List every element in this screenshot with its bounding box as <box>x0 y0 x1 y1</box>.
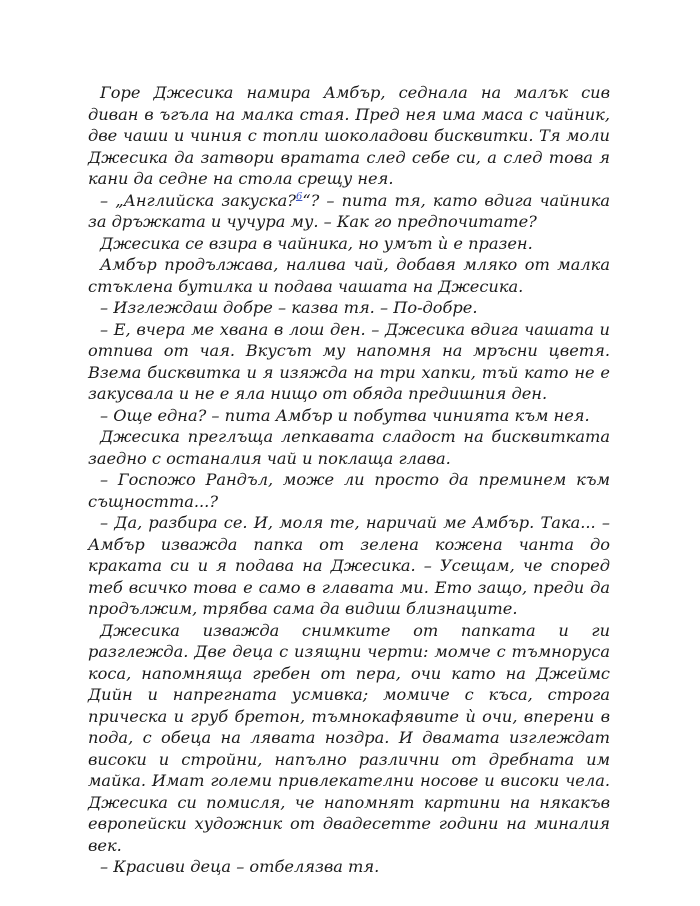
paragraph: – Красиви деца – отбелязва тя. <box>100 857 380 876</box>
paragraph: – Госпожо Рандъл, може ли просто да преминем към същността...? <box>88 470 610 511</box>
paragraph-text: – „Английска закуска? <box>100 190 296 210</box>
paragraph: – Изглеждаш добре – казва тя. – По-добре. <box>100 298 478 317</box>
paragraph: Горе Джесика намира Амбър, седнала на малък сив диван в ъгъла на малка стая. Пред нея има маса с чайник, две чаши и чиния с топли шоколадови бисквитки. Тя моли Джесика да затвори вратата след себе си, а след това я кани да седне на стола срещу нея. <box>88 83 610 188</box>
paragraph <box>88 190 610 233</box>
paragraph: Джесика изважда снимките от папката и ги разглежда. Две деца с изящни черти: момче с тъмноруса коса, напомняща гребен от пера, очи като на Джеймс Дийн и напрегната усмивка; момиче с къса, строга прическа и груб бретон, тъмнокафявите ѝ очи, вперени в пода, с обеца на лявата ноздра. И двамата изглеждат високи и стройни, напълно различни от дребната им майка. Имат големи привлекателни носове и високи чела. Джесика си помисля, че напомнят картини на някакъв европейски художник от двадесетте години на миналия век. <box>88 620 610 855</box>
paragraph: Амбър продължава, налива чай, добавя мляко от малка стъклена бутилка и подава чашата на Джесика. <box>88 255 610 296</box>
paragraph-text: “? – пита тя, като вдига чайника за дръжката и чучура му. – Как го предпочитате? <box>88 190 611 231</box>
paragraph: – Още една? – пита Амбър и побутва чинията към нея. <box>100 405 590 425</box>
paragraph: – Да, разбира се. И, моля те, наричай ме Амбър. Така... – Амбър изважда папка от зелена кожена чанта до краката си и я подава на Джесика. – Усещам, че според теб всичко това е само в главата ми. Ето защо, преди да продължим, трябва сама да видиш близнаците. <box>88 513 610 618</box>
paragraph: Джесика се взира в чайника, но умът ѝ е празен. <box>100 233 533 253</box>
body-text <box>88 82 610 878</box>
paragraph: Джесика преглъща лепкавата сладост на бисквитката заедно с останалия чай и поклаща глава. <box>88 427 610 468</box>
footnote-link[interactable]: 6 <box>295 191 303 203</box>
paragraph: – Е, вчера ме хвана в лош ден. – Джесика вдига чашата и отпива от чая. Вкусът му напомня на мръсни цветя. Взема бисквитка и я изяжда на три хапки, тъй като не е закусвала и не е яла нищо от обяда предишния ден. <box>88 319 610 403</box>
